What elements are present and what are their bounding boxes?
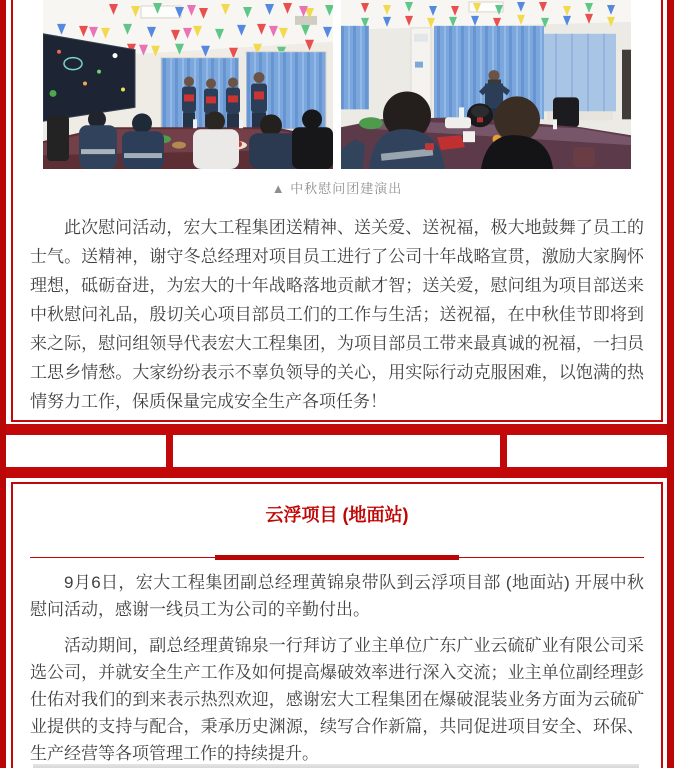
dark-edge-blur [622,50,631,120]
photo-row [13,0,661,169]
section-divider [0,422,674,482]
photo-caption: ▲ 中秋慰问团建演出 [271,181,403,196]
divider-bar-bottom [0,467,674,478]
title-underline [30,555,644,560]
page-right-red-edge [667,0,674,768]
divider-connector-left [166,435,173,467]
paragraph-visit-summary: 此次慰问活动，宏大工程集团送精神、送关爱、送祝福，极大地鼓舞了员工的士气。送精神，谢守冬总经理对项目员工进行了公司十年战略宣贯，激励大家胸怀理想，砥砺奋进，为宏大的十年战略落地贡献才智；送关爱，慰问组为项目部送来中秋慰问礼品，殷切关心项目部员工们的工作与生活；送祝福，在中秋佳节即将到来之际，慰问组领导代表宏大工程集团，为项目部员工带来最真诚的祝福，一扫员工思乡情愁。大家纷纷表示不辜负领导的关心，用实际行动克服困难，以饱满的热情努力工作，保质保量完成安全生产各项任务！ [30,218,644,411]
section-midautumn-card [11,0,663,422]
paragraph-yunfu-1: 9月6日，宏大工程集团副总经理黄锦泉带队到云浮项目部 (地面站) 开展中秋慰问活动，感谢一线员工为公司的辛勤付出。 [30,573,644,619]
paragraph-yunfu-2: 活动期间，副总经理黄锦泉一行拜访了业主单位广东广业云硫矿业有限公司采选公司，并就安全生产工作及如何提高爆破效率进行深入交流；业主单位副经理彭仕佑对我们的到来表示热烈欢迎，感谢宏大工程集团在爆破混装业务方面为云硫矿业提供的支持与配合，秉承历史渊源，续写合作新篇，共同促进项目安全、环保、生产经营等各项管理工作的持续提升。 [30,636,644,763]
underline-thin-right [459,557,644,558]
page-left-red-edge [0,0,6,768]
section-title: 云浮项目 (地面站) [265,505,409,525]
divider-connector-right [500,435,507,467]
divider-bar-top [0,424,674,435]
underline-thin-left [30,557,215,558]
photo-performance-left[interactable] [43,0,333,169]
underline-thick-center [215,555,459,560]
next-photo-top-edge [33,764,639,768]
section-yunfu-card [11,482,663,768]
projection-screen [43,34,135,121]
photo-performance-right[interactable] [341,0,631,169]
